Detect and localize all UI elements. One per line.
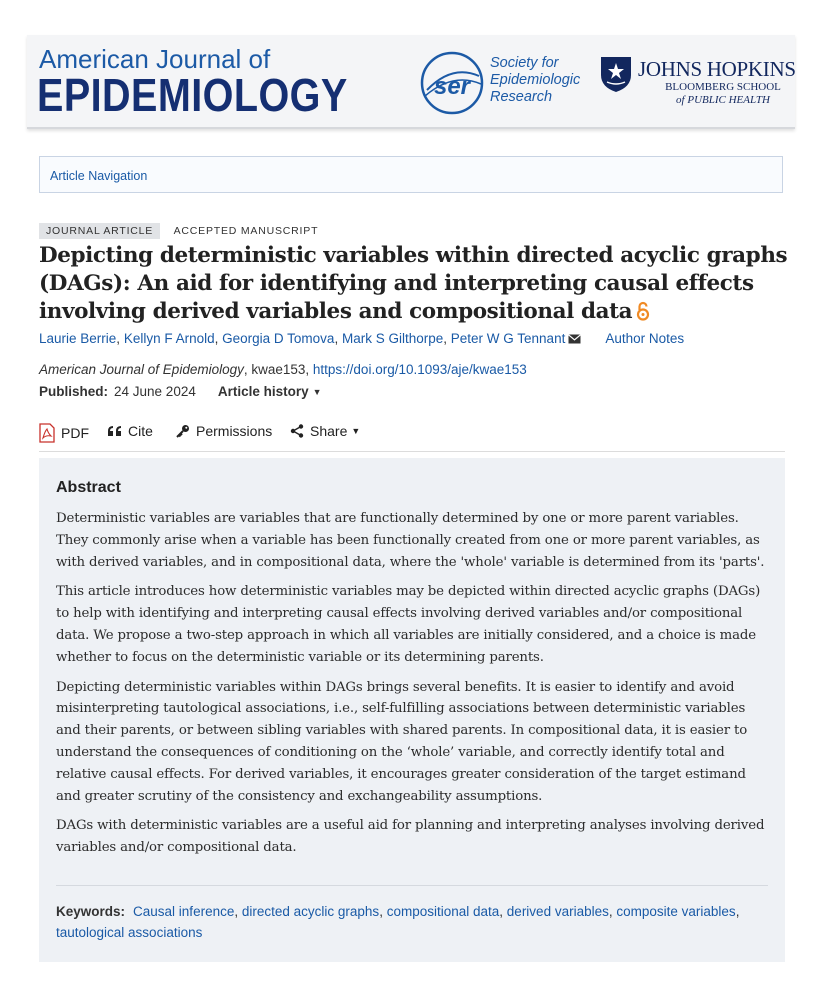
author-link[interactable]: Kellyn F Arnold [123, 331, 215, 346]
open-access-icon [636, 301, 650, 321]
journal-logo-line2[interactable]: EPIDEMIOLOGY [37, 69, 348, 121]
pdf-button[interactable] [39, 423, 89, 443]
share-icon [290, 424, 304, 438]
publication-info [39, 384, 322, 399]
author-list: Laurie Berrie, Kellyn F Arnold, Georgia D Tomova, Mark S Gilthorpe, Peter W G Tennant Author Notes [39, 331, 685, 346]
article-history-toggle[interactable] [218, 384, 322, 399]
ser-name-line3: Research [490, 89, 553, 105]
quote-icon [107, 425, 122, 437]
pdf-icon [39, 423, 55, 443]
pdf-label: PDF [61, 425, 89, 441]
ser-logo[interactable] [419, 50, 485, 116]
keyword-link[interactable]: derived variables [506, 904, 609, 919]
article-toolbar [39, 421, 785, 452]
abstract-paragraph: DAGs with deterministic variables are a useful aid for planning and interpreting analyses involving derived variables and/or compositional data. [56, 818, 765, 856]
author-link[interactable]: Peter W G Tennant [450, 331, 566, 346]
article-navigation[interactable] [39, 156, 783, 193]
published-label: Published: [39, 384, 109, 399]
abstract-heading: Abstract [56, 479, 121, 496]
journal-name: American Journal of Epidemiology [39, 362, 244, 377]
manuscript-status-badge: ACCEPTED MANUSCRIPT [173, 225, 319, 237]
jh-school-line2: of PUBLIC HEALTH [676, 93, 770, 106]
keyword-link[interactable]: composite variables [616, 904, 736, 919]
keyword-link[interactable]: directed acyclic graphs [241, 904, 380, 919]
johns-hopkins-name[interactable]: JOHNS HOPKINS [638, 57, 796, 81]
permissions-button[interactable] [176, 423, 272, 439]
abstract-paragraph: Depicting deterministic variables within DAGs brings several benefits. It is easier to identify and avoid misinterpreting tautological associations, i.e., self-fulfilling associations between deterministic variables and their parents, or between sibling variables with shared parents. In compositional data, it is easier to understand the consequences of conditioning on the ‘whole’ variable, and correctly identify total and relative causal effects. For derived variables, it encourages greater consideration of the target estimand and greater scrutiny of the consistency and exchangeability assumptions. [56, 679, 748, 804]
share-label: Share [310, 423, 348, 439]
ser-name[interactable] [490, 55, 580, 106]
ser-logo-text: ser [433, 73, 471, 100]
citation-line [39, 362, 527, 377]
keyword-link[interactable]: tautological associations [56, 925, 203, 940]
abstract-section [39, 458, 785, 962]
keyword-link[interactable]: Causal inference [133, 904, 235, 919]
abstract-paragraph: Deterministic variables are variables that are functionally determined by one or more parent variables. They commonly arise when a variable has been functionally created from one or more parent variables, as with derived variables, and in compositional data, where the 'whole' variable is determined from its 'parts'. [56, 511, 765, 570]
keywords-label: Keywords: [56, 904, 126, 919]
permissions-label: Permissions [196, 423, 273, 439]
journal-logo-line1[interactable]: American Journal of [39, 44, 271, 74]
article-title [39, 242, 799, 326]
article-title-text: Depicting deterministic variables within directed acyclic graphs (DAGs): An aid for identifying and interpreting causal effects involving derived variables and compositional data [39, 243, 788, 324]
johns-hopkins-shield-icon[interactable] [599, 55, 633, 93]
abstract-body [56, 508, 768, 867]
keywords: Keywords: Causal inference, directed acyclic graphs, compositional data, derived variables, composite variables, tautological associations [56, 904, 740, 940]
cite-label: Cite [128, 423, 153, 439]
caret-down-icon: ▼ [312, 387, 322, 397]
article-type-badge: JOURNAL ARTICLE [39, 223, 160, 239]
ser-name-line2: Epidemiologic [490, 72, 581, 88]
author-link[interactable]: Laurie Berrie [39, 331, 117, 346]
article-history-label: Article history [217, 384, 309, 399]
doi-link[interactable]: https://doi.org/10.1093/aje/kwae153 [312, 362, 527, 377]
author-link[interactable]: Georgia D Tomova [222, 331, 335, 346]
johns-hopkins-school [653, 81, 793, 106]
mail-icon[interactable] [568, 334, 581, 344]
jh-school-line1: BLOOMBERG SCHOOL [665, 81, 781, 93]
cite-button[interactable] [107, 423, 153, 439]
article-id: , kwae153, [243, 362, 313, 377]
key-icon [176, 424, 190, 438]
article-badges [39, 223, 323, 240]
author-link[interactable]: Mark S Gilthorpe [341, 331, 444, 346]
keyword-link[interactable]: compositional data [386, 904, 500, 919]
author-notes-link[interactable]: Author Notes [605, 331, 685, 346]
ser-name-line1: Society for [490, 55, 559, 71]
keywords-divider [56, 885, 768, 886]
published-date: 24 June 2024 [114, 384, 196, 399]
caret-down-icon: ▼ [351, 426, 361, 436]
article-navigation-label[interactable]: Article Navigation [50, 169, 148, 183]
site-header [27, 35, 795, 129]
abstract-paragraph: This article introduces how deterministic variables may be depicted within directed acyclic graphs (DAGs) to help with identifying and interpreting causal effects involving derived variables and/or compositional data. We propose a two-step approach in which all variables are initially considered, and a choice is made whether to focus on the deterministic variable or its determining parents. [56, 584, 761, 665]
share-button[interactable] [290, 423, 360, 439]
